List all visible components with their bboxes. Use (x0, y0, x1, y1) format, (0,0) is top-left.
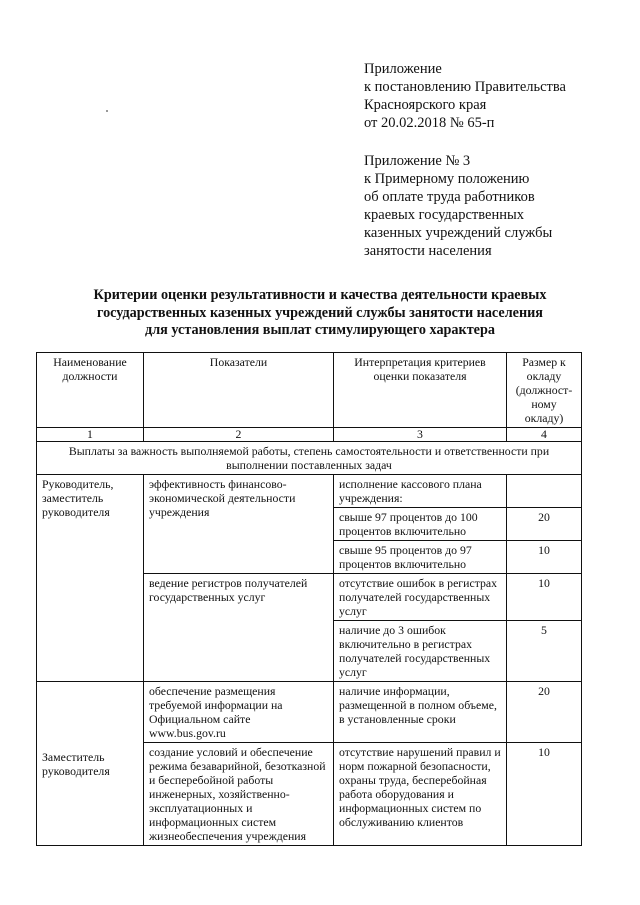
header-indicators: Показатели (144, 353, 334, 428)
criterion-cell: отсутствие ошибок в регистрах получателей государственных услуг (334, 574, 507, 621)
column-number: 3 (334, 428, 507, 442)
value-cell: 10 (507, 574, 582, 621)
header-size: Размер к окладу (должност-ному окладу) (507, 353, 582, 428)
header-row (37, 353, 582, 428)
criterion-cell: наличие до 3 ошибок включительно в регистрах получателей государственных услуг (334, 621, 507, 682)
indicator-cell: эффективность финансово-экономической деятельности учреждения (144, 475, 334, 574)
value-cell: 10 (507, 541, 582, 574)
title-line: Критерии оценки результативности и качества деятельности краевых (93, 287, 547, 303)
column-number-row (37, 428, 582, 442)
scan-speck (106, 110, 108, 112)
appendix-line: казенных учреждений службы (364, 225, 553, 241)
appendix-line: занятости населения (364, 243, 492, 259)
indicator-cell: создание условий и обеспечение режима безаварийной, безотказной и бесперебойной работы инженерных, хозяйственно-эксплуатационных и информационных систем жизнеобеспечения учреждения (144, 743, 334, 846)
indicator-cell: обеспечение размещения требуемой информации на Официальном сайте www.bus.gov.ru (144, 682, 334, 743)
table-row (37, 682, 582, 743)
value-cell: 20 (507, 682, 582, 743)
appendix-line: к Примерному положению (364, 171, 530, 187)
appendix-line: Приложение № 3 (364, 153, 471, 169)
criteria-table (36, 352, 582, 846)
position-cell: Заместитель руководителя (37, 682, 144, 846)
header-interpretation: Интерпретация критериев оценки показателя (334, 353, 507, 428)
header-position: Наименование должности (37, 353, 144, 428)
column-number: 2 (144, 428, 334, 442)
value-cell: 10 (507, 743, 582, 846)
approval-line: Приложение (364, 61, 442, 77)
section-heading: Выплаты за важность выполняемой работы, степень самостоятельности и ответственности при выполнении поставленных задач (37, 442, 582, 475)
value-cell: 20 (507, 508, 582, 541)
section-row (37, 442, 582, 475)
appendix-line: об оплате труда работников (364, 189, 535, 205)
criterion-cell: свыше 95 процентов до 97 процентов включительно (334, 541, 507, 574)
title-line: государственных казенных учреждений службы занятости населения (97, 304, 543, 321)
table-row (37, 475, 582, 508)
criterion-cell: свыше 97 процентов до 100 процентов включительно (334, 508, 507, 541)
criterion-cell: исполнение кассового плана учреждения: (334, 475, 507, 508)
column-number: 1 (37, 428, 144, 442)
document-title (40, 287, 600, 340)
approval-line: Красноярского края (364, 97, 487, 113)
indicator-cell: ведение регистров получателей государственных услуг (144, 574, 334, 682)
criterion-cell: отсутствие нарушений правил и норм пожарной безопасности, охраны труда, бесперебойная работа оборудования и информационных систем по обслуживанию клиентов (334, 743, 507, 846)
title-line: для установления выплат стимулирующего характера (145, 322, 495, 338)
position-cell: Руководитель, заместитель руководителя (37, 475, 144, 682)
criterion-cell: наличие информации, размещенной в полном объеме, в установленные сроки (334, 682, 507, 743)
value-cell: 5 (507, 621, 582, 682)
appendix-line: краевых государственных (364, 207, 524, 223)
column-number: 4 (507, 428, 582, 442)
approval-line: к постановлению Правительства (364, 79, 566, 95)
approval-line: от 20.02.2018 № 65-п (364, 115, 495, 131)
value-cell (507, 475, 582, 508)
approval-block (364, 60, 566, 260)
